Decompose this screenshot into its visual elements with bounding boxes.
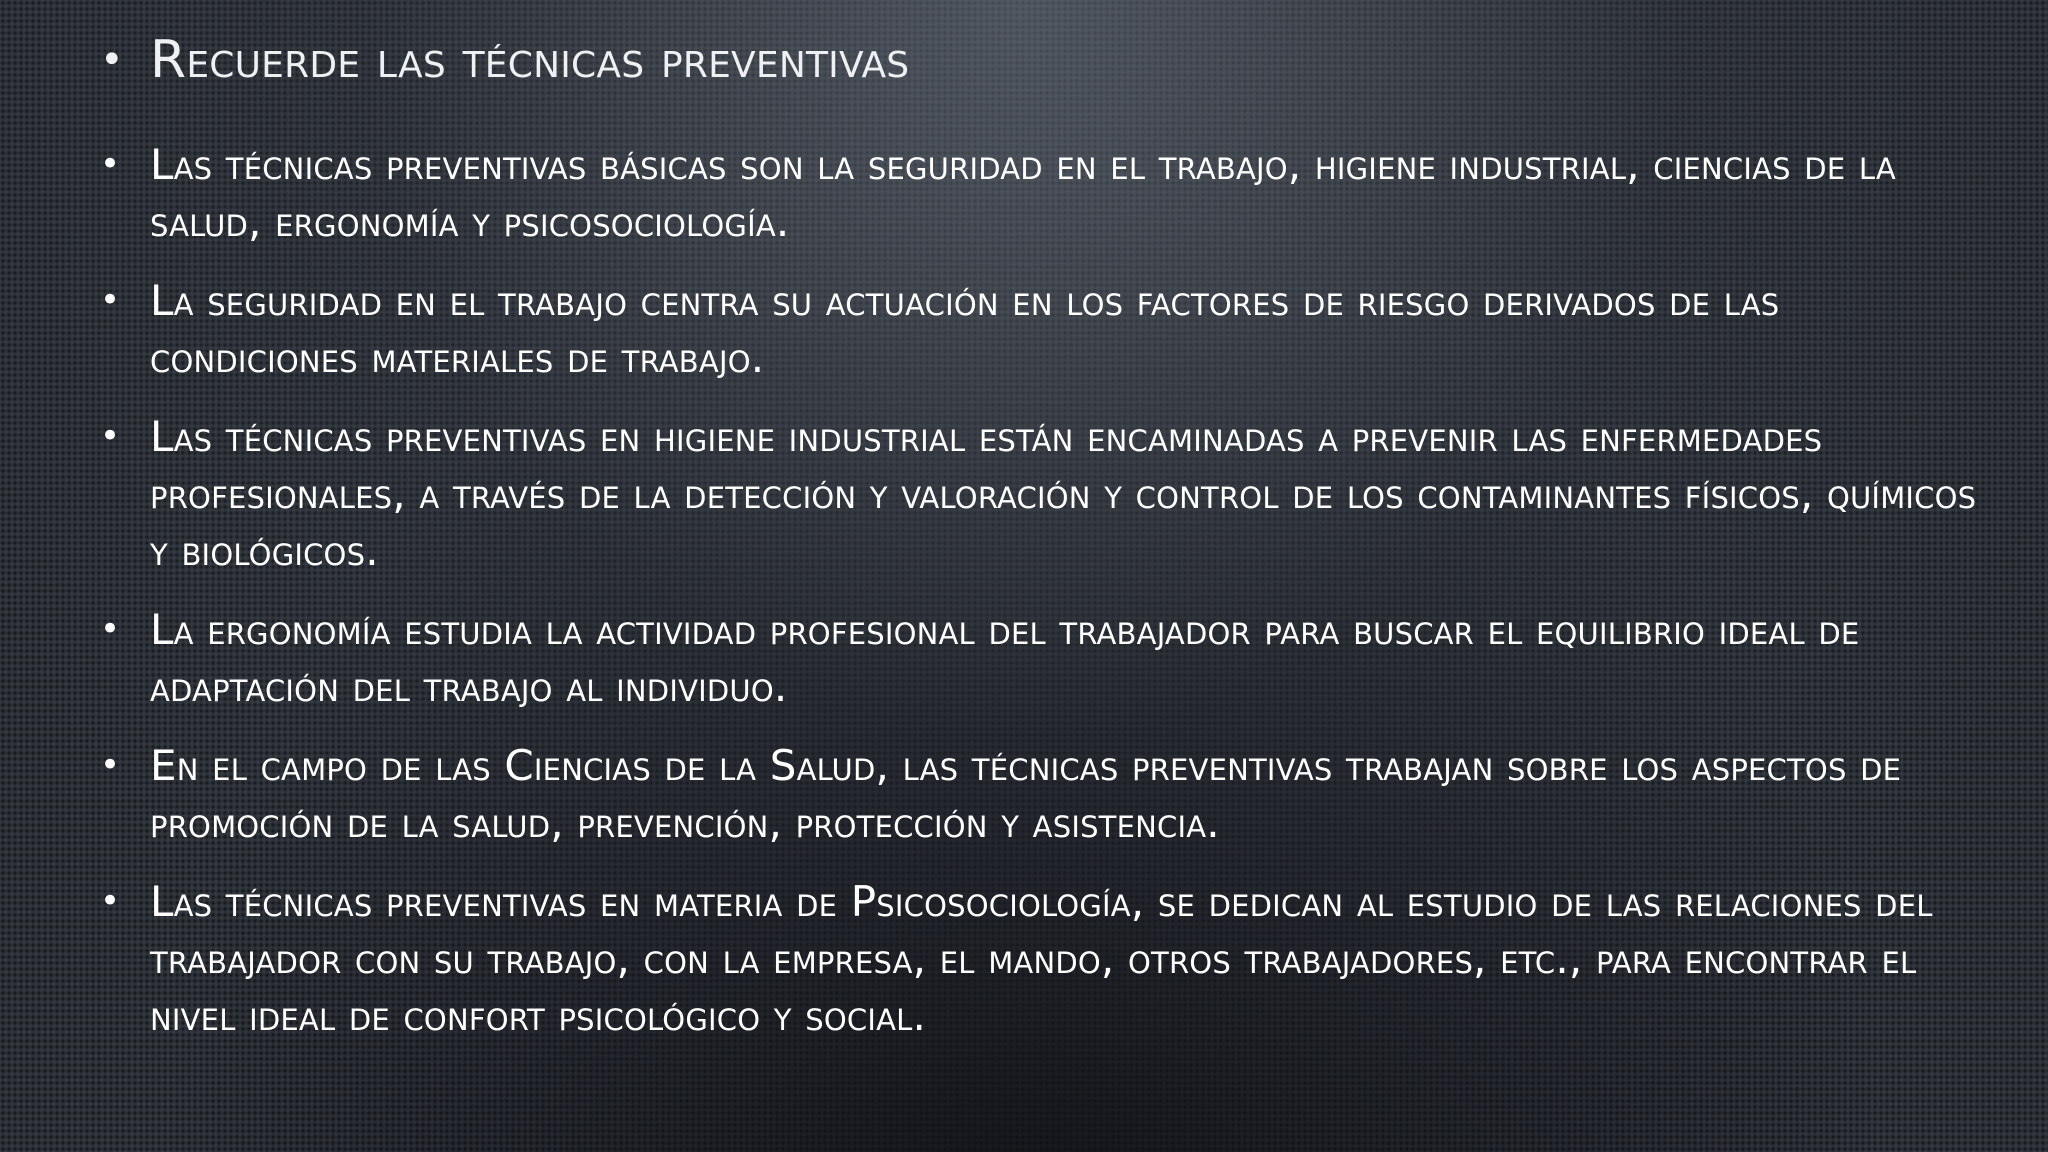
bullet-dot: • <box>100 416 121 456</box>
bullet-item <box>100 737 1980 851</box>
bullet-text: Las técnicas preventivas en materia de Psicosociología, se dedican al estudio de las relaciones del trabajador con su trabajo, con la empresa, el mando, otros trabajadores, etc., para encontrar el nivel ideal de confort psicológico y social. <box>150 877 1933 1040</box>
bullet-text: La ergonomía estudia la actividad profesional del trabajador para buscar el equilibrio ideal de adaptación del trabajo al individuo. <box>150 605 1860 711</box>
bullet-dot: • <box>100 881 121 921</box>
slide-title-text: Recuerde las técnicas preventivas <box>150 30 910 90</box>
slide-title <box>100 24 1980 96</box>
slide-content <box>100 24 1980 1066</box>
bullet-dot: • <box>100 280 121 320</box>
bullet-text: Las técnicas preventivas básicas son la seguridad en el trabajo, higiene industrial, ciencias de la salud, ergonomía y psicosociología. <box>150 140 1896 246</box>
bullet-dot: • <box>100 745 121 785</box>
bullet-item <box>100 136 1980 250</box>
bullet-text: Las técnicas preventivas en higiene industrial están encaminadas a prevenir las enfermedades profesionales, a través de la detección y valoración y control de los contaminantes físicos, químicos y biológicos. <box>150 412 1977 575</box>
bullet-item <box>100 272 1980 386</box>
bullet-item <box>100 601 1980 715</box>
bullet-dot: • <box>100 609 121 649</box>
bullet-dot: • <box>100 144 121 184</box>
bullet-text: En el campo de las Ciencias de la Salud, las técnicas preventivas trabajan sobre los aspectos de promoción de la salud, prevención, protección y asistencia. <box>150 741 1902 847</box>
bullet-item <box>100 873 1980 1044</box>
bullet-item <box>100 408 1980 579</box>
bullet-list <box>100 24 1980 1044</box>
bullet-text: La seguridad en el trabajo centra su actuación en los factores de riesgo derivados de las condiciones materiales de trabajo. <box>150 276 1780 382</box>
bullet-dot: • <box>100 37 124 83</box>
